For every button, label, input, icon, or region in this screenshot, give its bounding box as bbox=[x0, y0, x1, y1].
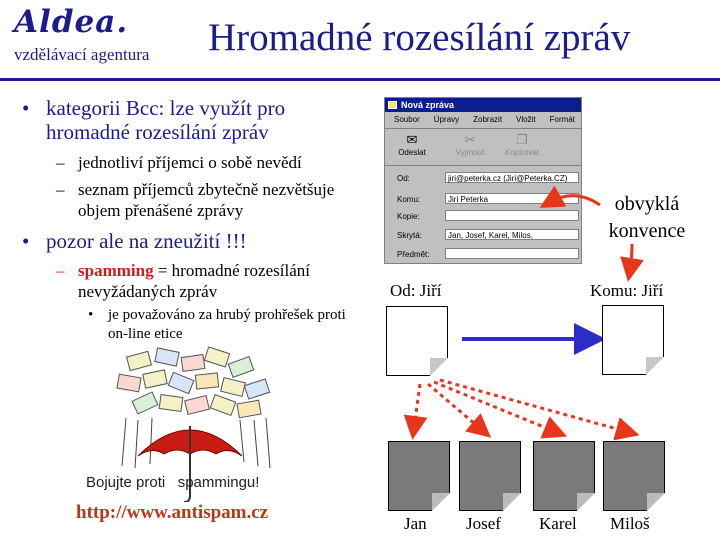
sender-document-icon bbox=[386, 306, 448, 376]
bullet-dot-icon: • bbox=[22, 96, 30, 120]
bullet-dot-icon: • bbox=[88, 307, 94, 323]
recipient-doc-milos-icon bbox=[603, 441, 665, 511]
window-title: Nová zpráva bbox=[401, 100, 455, 110]
bullet-dot-icon: • bbox=[22, 229, 30, 253]
recipient-document-icon bbox=[602, 305, 664, 375]
sub-sub-bullet-text: je považováno za hrubý prohřešek proti on-line etice bbox=[108, 307, 346, 342]
page-title: Hromadné rozesílání zpráv bbox=[208, 16, 631, 59]
cut-button[interactable]: ✂ Vyjmout bbox=[449, 132, 491, 157]
copy-button[interactable]: ❐ Kopírovat bbox=[501, 132, 543, 157]
recipient-doc-karel-icon bbox=[533, 441, 595, 511]
dash-icon: – bbox=[56, 153, 65, 172]
bcc-arrow-karel bbox=[434, 382, 556, 432]
convention-arrow-to-field bbox=[550, 196, 600, 205]
recipient-name-jan: Jan bbox=[404, 514, 427, 533]
copy-icon: ❐ bbox=[516, 132, 528, 147]
sub-bullet-2-text: seznam příjemců zbytečně nezvětšuje objem přenášené zprávy bbox=[78, 180, 335, 220]
sender-label: Od: Jiří bbox=[390, 281, 442, 300]
menu-view[interactable]: Zobrazit bbox=[473, 115, 503, 124]
recipient-label: Komu: Jiří bbox=[590, 281, 664, 300]
bullet-abuse-text: pozor ale na zneužití !!! bbox=[46, 229, 247, 253]
to-input[interactable]: Jiri Peterka bbox=[445, 193, 579, 204]
bcc-arrow-milos bbox=[440, 380, 628, 432]
antispam-link[interactable]: http://www.antispam.cz bbox=[76, 502, 269, 523]
scissors-icon: ✂ bbox=[464, 132, 476, 147]
recipient-name-milos: Miloš bbox=[610, 514, 650, 533]
from-input[interactable]: jiri@peterka.cz (Jiri@Peterka.CZ) bbox=[445, 172, 579, 183]
menu-insert[interactable]: Vložit bbox=[516, 115, 536, 124]
recipient-name-josef: Josef bbox=[466, 514, 501, 533]
tagline: vzdělávací agentura bbox=[14, 45, 150, 64]
bcc-input[interactable]: Jan, Josef, Karel, Milos, bbox=[445, 229, 579, 240]
recipient-doc-josef-icon bbox=[459, 441, 521, 511]
spamming-definition: = hromadné rozesílání nevyžádaných zpráv bbox=[78, 261, 310, 301]
dash-icon: – bbox=[56, 261, 65, 280]
menu-file[interactable]: Soubor bbox=[394, 115, 420, 124]
dash-icon: – bbox=[56, 180, 65, 199]
sub-bullet-1-text: jednotliví příjemci o sobě nevědí bbox=[78, 153, 302, 172]
menu-edit[interactable]: Úpravy bbox=[433, 115, 460, 124]
send-icon: ✉ bbox=[406, 132, 418, 147]
spamming-term: spamming bbox=[78, 261, 154, 280]
bullet-bcc-text: kategorii Bcc: lze využít pro hromadné rozesílání zpráv bbox=[46, 96, 286, 144]
logo: Aldea. bbox=[14, 4, 129, 40]
send-button[interactable]: ✉ Odeslat bbox=[391, 132, 433, 157]
email-compose-window: Nová zpráva Soubor Úpravy Zobrazit Vložit Formát ✉ Odeslat ✂ Vyjmout ❐ Kopírovat Od: jiri@peterka.cz (Jiri@Peterka.CZ) Komu: Jiri Peterka Kopie: Skrytá: Jan, Josef, Karel, Milos, Předmět: bbox=[384, 97, 582, 264]
spam-caption: Bojujte proti spammingu! bbox=[86, 474, 260, 491]
recipient-name-karel: Karel bbox=[539, 514, 577, 533]
recipient-doc-jan-icon bbox=[388, 441, 450, 511]
menu-format[interactable]: Formát bbox=[549, 115, 575, 124]
convention-label: obvyklá konvence bbox=[608, 193, 686, 242]
convention-arrow-to-komu bbox=[630, 244, 632, 270]
bcc-arrow-jan bbox=[414, 384, 420, 428]
